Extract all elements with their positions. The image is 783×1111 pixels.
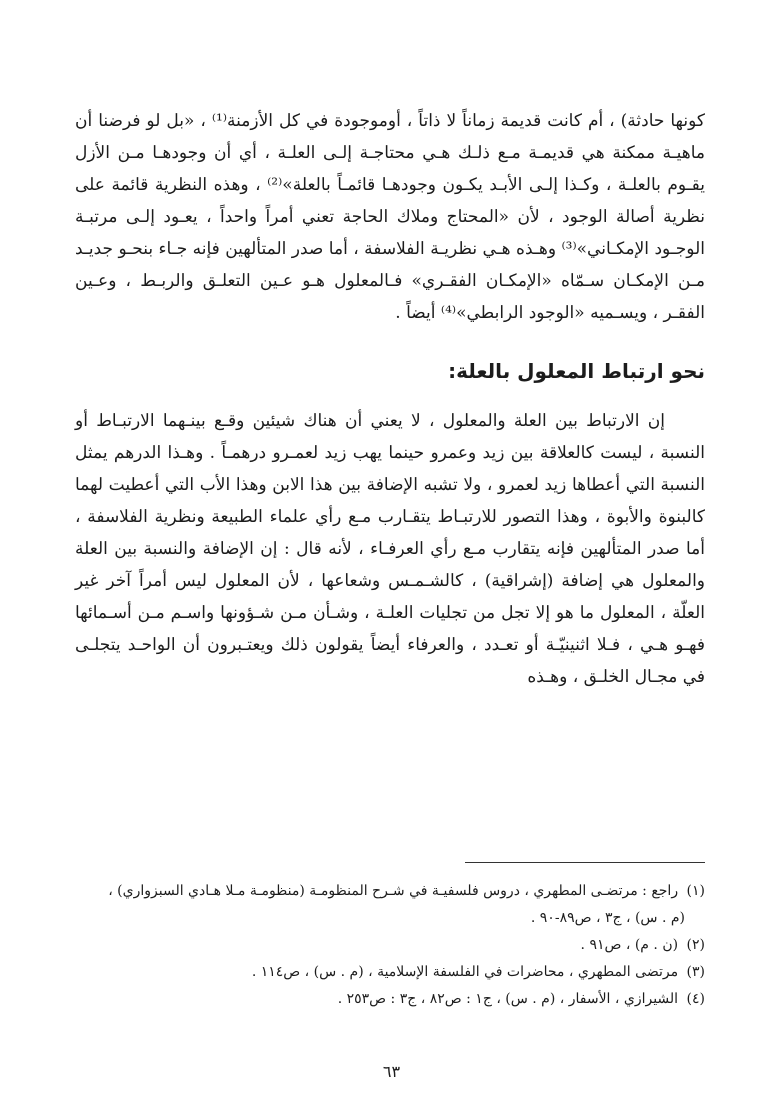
paragraph-1: كونها حادثة) ، أم كانت قديمة زماناً لا ذاتاً ، أوموجودة في كل الأزمنة⁽¹⁾ ، «بل لو فرضنا أن ماهيـة ممكنة هي قديمـة مـع ذلـك هـي محتاجـة إلـى العلـة ، أي أن وجودهـا مـن الأزل يقـوم بالعلـة ، وكـذا إلـى الأبـد يكـون وجودهـا قائمـاً بالعلة»⁽²⁾ ، وهذه النظرية قائمة على نظرية أصالة الوجود ، لأن «المحتاج وملاك الحاجة تعني أمراً واحداً ، يعـود إلـى مرتبـة الوجـود الإمكـاني»⁽³⁾ وهـذه هـي نظريـة الفلاسفة ، أما صدر المتألهين فإنه جـاء بنحـو جديـد مـن الإمكـان سـمّاه «الإمكـان الفقـري» فـالمعلول هـو عـين التعلـق والربـط ، وعـين الفقـر ، ويسـميه «الوجود الرابطي»⁽⁴⁾ أيضاً .: [75, 111, 705, 323]
footnote-text: (ن . م) ، ص٩١ .: [580, 937, 679, 953]
footnote-3: [75, 959, 705, 986]
section-heading: نحو ارتباط المعلول بالعلة:: [448, 359, 705, 383]
footnote-divider: [465, 862, 705, 863]
footnote-number: (١): [686, 883, 705, 899]
page-number: ٦٣: [382, 1062, 401, 1081]
footnote-text: الشيرازي ، الأسفار ، (م . س) ، ج١ : ص٨٢ ، ج٣ : ص٢٥٣ .: [337, 991, 679, 1007]
footnote-2: [75, 932, 705, 959]
paragraph-2: إن الارتباط بين العلة والمعلول ، لا يعني أن هناك شيئين وقـع بينـهما الارتبـاط أو النسبة ، ليست كالعلاقة بين زيد وعمرو حينما يهب زيد لعمـرو درهمـاً . وهـذا الدرهم يمثل النسبة التي أعطاها زيد لعمرو ، ولا تشبه الإضافة بين هذا الابن وهذا الأب التي أعطيت لهما كالبنوة والأبوة ، وهذا التصور للارتبـاط يتقـارب مـع رأي علماء الطبيعة ونظرية الفلاسفة ، أما صدر المتألهين فإنه يتقارب مـع رأي العرفـاء ، لأنه قال : إن الإضافة والنسبة بين العلة والمعلول هي إضافة (إشراقية) ، كالشـمـس وشعاعها ، لأن المعلول ليس أمراً آخر غير العلّة ، المعلول ما هو إلا تجل من تجليات العلـة ، وشـأن مـن شـؤونها واسـم مـن أسـمائها فهـو هـي ، فـلا اثنينيّـة أو تعـدد ، والعرفاء أيضاً يقولون ذلك ويعتـبرون أن الواحـد يتجلـى في مجـال الخلـق ، وهـذه: [75, 411, 705, 687]
footnote-number: (٤): [686, 991, 705, 1007]
footnote-number: (٣): [686, 964, 705, 980]
footnote-4: [75, 986, 705, 1013]
footnote-text: مرتضى المطهري ، محاضرات في الفلسفة الإسلامية ، (م . س) ، ص١١٤ .: [251, 964, 679, 980]
page-body: [75, 105, 705, 693]
footnote-text: راجع : مرتضـى المطهري ، دروس فلسفيـة في شـرح المنظومـة (منظومـة مـلا هـادي السبزواري) ،: [108, 883, 679, 899]
footnote-1-continuation: (م . س) ، ج٣ ، ص٨٩-٩٠ .: [530, 910, 685, 926]
footnote-1: [75, 878, 705, 905]
footnote-number: (٢): [686, 937, 705, 953]
footnotes: [75, 878, 705, 1013]
